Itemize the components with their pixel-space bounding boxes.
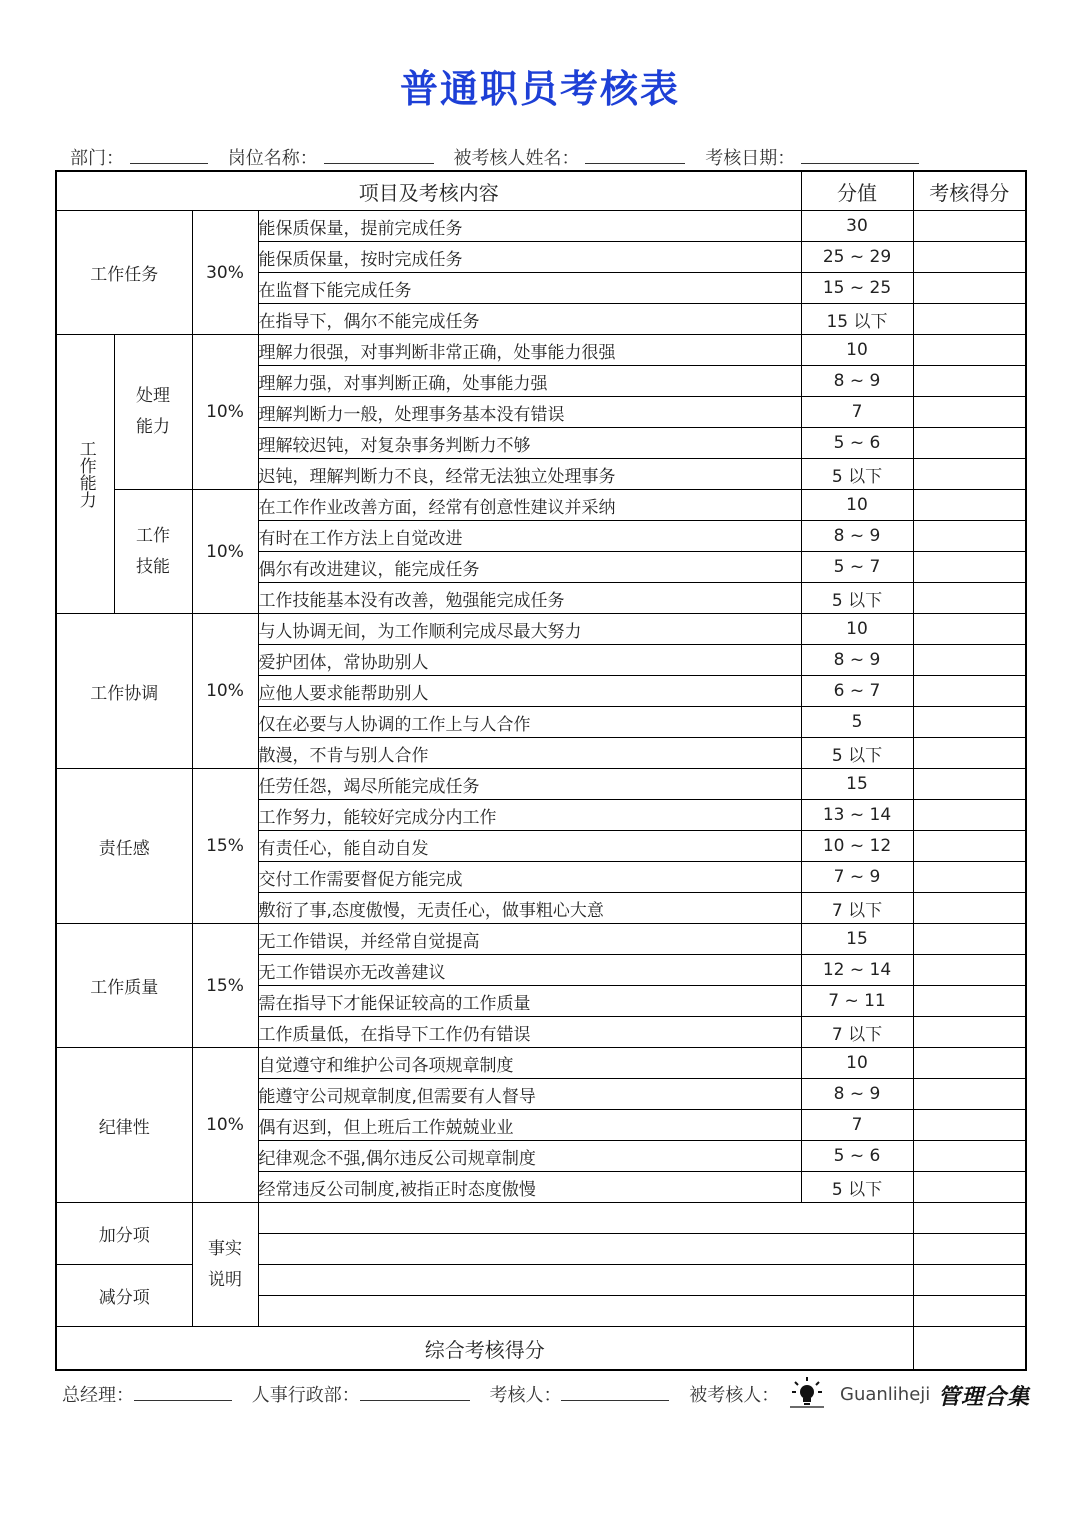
score-cell: 30 (801, 211, 913, 242)
criteria-cell: 工作技能基本没有改善，勉强能完成任务 (258, 583, 801, 614)
result-input-cell[interactable] (913, 552, 1026, 583)
category-cell: 工作协调 (56, 614, 192, 769)
manager-signature-field[interactable] (134, 1384, 232, 1401)
category-cell-vertical: 工作能力 (56, 335, 114, 614)
score-cell: 5 以下 (801, 459, 913, 490)
criteria-cell: 自觉遵守和维护公司各项规章制度 (258, 1048, 801, 1079)
assessor-label: 考核人： (489, 1385, 562, 1406)
assessee-label: 被考核人： (689, 1385, 780, 1406)
criteria-cell: 工作努力，能较好完成分内工作 (258, 800, 801, 831)
category-cell: 工作质量 (56, 924, 192, 1048)
criteria-cell: 应他人要求能帮助别人 (258, 676, 801, 707)
score-cell: 5 ~ 6 (801, 1141, 913, 1172)
fact-explanation-label (192, 1203, 258, 1327)
result-input-cell[interactable] (913, 738, 1026, 769)
fact-score-cell[interactable] (913, 1234, 1026, 1265)
weight-cell: 10% (192, 335, 258, 490)
score-cell: 8 ~ 9 (801, 521, 913, 552)
criteria-cell: 纪律观念不强,偶尔违反公司规章制度 (258, 1141, 801, 1172)
brand-cn: 管理合集 (938, 1385, 1031, 1410)
score-cell: 12 ~ 14 (801, 955, 913, 986)
department-field[interactable] (130, 147, 208, 164)
employee-name-field[interactable] (585, 147, 685, 164)
result-input-cell[interactable] (913, 955, 1026, 986)
result-input-cell[interactable] (913, 1017, 1026, 1048)
criteria-cell: 与人协调无间，为工作顺利完成尽最大努力 (258, 614, 801, 645)
header-item: 项目及考核内容 (56, 171, 801, 211)
criteria-cell: 偶尔有改进建议，能完成任务 (258, 552, 801, 583)
department-label: 部门： (70, 148, 124, 169)
score-cell: 13 ~ 14 (801, 800, 913, 831)
table-row (56, 614, 1026, 645)
deduction-label: 减分项 (56, 1265, 192, 1327)
criteria-cell: 经常违反公司制度,被指正时态度傲慢 (258, 1172, 801, 1203)
table-row (56, 490, 1026, 521)
fact-input-cell[interactable] (258, 1296, 913, 1327)
score-cell: 7 (801, 397, 913, 428)
table-row (56, 335, 1026, 366)
category-cell: 责任感 (56, 769, 192, 924)
lightbulb-icon (790, 1376, 824, 1414)
page-title: 普通职员考核表 (399, 67, 680, 111)
result-input-cell[interactable] (913, 924, 1026, 955)
weight-cell: 10% (192, 614, 258, 769)
result-input-cell[interactable] (913, 986, 1026, 1017)
assessment-table (55, 170, 1027, 1371)
score-cell: 10 (801, 335, 913, 366)
cell-text-line: 技能 (136, 556, 170, 577)
criteria-cell: 迟钝，理解判断力不良，经常无法独立处理事务 (258, 459, 801, 490)
info-line (70, 144, 933, 170)
criteria-cell: 有时在工作方法上自觉改进 (258, 521, 801, 552)
cell-text-line: 工作 (136, 525, 170, 546)
result-input-cell[interactable] (913, 1110, 1026, 1141)
score-cell: 5 ~ 6 (801, 428, 913, 459)
criteria-cell: 在工作作业改善方面，经常有创意性建议并采纳 (258, 490, 801, 521)
score-cell: 15 (801, 769, 913, 800)
score-cell: 5 以下 (801, 583, 913, 614)
assessor-signature-field[interactable] (561, 1384, 669, 1401)
table-row (56, 211, 1026, 242)
criteria-cell: 任劳任怨，竭尽所能完成任务 (258, 769, 801, 800)
table-row (56, 171, 1026, 211)
criteria-cell: 有责任心，能自动自发 (258, 831, 801, 862)
result-input-cell[interactable] (913, 211, 1026, 242)
result-input-cell[interactable] (913, 1172, 1026, 1203)
score-cell: 10 (801, 614, 913, 645)
result-input-cell[interactable] (913, 428, 1026, 459)
score-cell: 8 ~ 9 (801, 1079, 913, 1110)
cell-text-line: 处理 (136, 386, 170, 406)
criteria-cell: 理解力强，对事判断正确，处事能力强 (258, 366, 801, 397)
score-cell: 5 (801, 707, 913, 738)
fact-input-cell[interactable] (258, 1234, 913, 1265)
header-result: 考核得分 (913, 171, 1026, 211)
date-field[interactable] (801, 147, 919, 164)
fact-input-cell[interactable] (258, 1203, 913, 1234)
criteria-cell: 仅在必要与人协调的工作上与人合作 (258, 707, 801, 738)
cell-text-line: 事实 (208, 1238, 242, 1259)
result-input-cell[interactable] (913, 800, 1026, 831)
score-cell: 7 以下 (801, 1017, 913, 1048)
result-input-cell[interactable] (913, 304, 1026, 335)
category-cell: 工作任务 (56, 211, 192, 335)
table-row (56, 924, 1026, 955)
result-input-cell[interactable] (913, 1141, 1026, 1172)
bonus-label: 加分项 (56, 1203, 192, 1265)
date-label: 考核日期： (705, 148, 796, 169)
criteria-cell: 在指导下，偶尔不能完成任务 (258, 304, 801, 335)
result-input-cell[interactable] (913, 862, 1026, 893)
criteria-cell: 交付工作需要督促方能完成 (258, 862, 801, 893)
fact-score-cell[interactable] (913, 1265, 1026, 1296)
score-cell: 7 ~ 9 (801, 862, 913, 893)
criteria-cell: 敷衍了事,态度傲慢，无责任心，做事粗心大意 (258, 893, 801, 924)
fact-score-cell[interactable] (913, 1296, 1026, 1327)
brand-en: Guanliheji (840, 1384, 931, 1405)
score-cell: 10 (801, 490, 913, 521)
result-input-cell[interactable] (913, 831, 1026, 862)
score-cell: 7 以下 (801, 893, 913, 924)
result-input-cell[interactable] (913, 521, 1026, 552)
score-cell: 8 ~ 9 (801, 645, 913, 676)
score-cell: 6 ~ 7 (801, 676, 913, 707)
result-input-cell[interactable] (913, 335, 1026, 366)
weight-cell: 15% (192, 924, 258, 1048)
hr-label: 人事行政部： (251, 1385, 360, 1406)
result-input-cell[interactable] (913, 366, 1026, 397)
table-row (56, 769, 1026, 800)
score-cell: 10 (801, 1048, 913, 1079)
score-cell: 15 (801, 924, 913, 955)
position-field[interactable] (324, 147, 434, 164)
fact-score-cell[interactable] (913, 1203, 1026, 1234)
result-input-cell[interactable] (913, 242, 1026, 273)
result-input-cell[interactable] (913, 397, 1026, 428)
result-input-cell[interactable] (913, 645, 1026, 676)
total-score-label: 综合考核得分 (56, 1327, 913, 1371)
total-score-cell[interactable] (913, 1327, 1026, 1371)
cell-text-line: 说明 (208, 1269, 242, 1290)
manager-label: 总经理： (62, 1385, 134, 1406)
score-cell: 10 ~ 12 (801, 831, 913, 862)
signature-line (62, 1381, 779, 1407)
table-row (56, 1048, 1026, 1079)
criteria-cell: 理解判断力一般，处理事务基本没有错误 (258, 397, 801, 428)
criteria-cell: 能保质保量，提前完成任务 (258, 211, 801, 242)
subcategory-cell (114, 490, 192, 614)
criteria-cell: 需在指导下才能保证较高的工作质量 (258, 986, 801, 1017)
criteria-cell: 能遵守公司规章制度,但需要有人督导 (258, 1079, 801, 1110)
weight-cell: 30% (192, 211, 258, 335)
category-cell: 纪律性 (56, 1048, 192, 1203)
result-input-cell[interactable] (913, 769, 1026, 800)
criteria-cell: 在监督下能完成任务 (258, 273, 801, 304)
criteria-cell: 理解力很强，对事判断非常正确，处事能力很强 (258, 335, 801, 366)
criteria-cell: 理解较迟钝，对复杂事务判断力不够 (258, 428, 801, 459)
result-input-cell[interactable] (913, 614, 1026, 645)
criteria-cell: 散漫，不肯与别人合作 (258, 738, 801, 769)
result-input-cell[interactable] (913, 583, 1026, 614)
fact-input-cell[interactable] (258, 1265, 913, 1296)
result-input-cell[interactable] (913, 676, 1026, 707)
result-input-cell[interactable] (913, 1079, 1026, 1110)
weight-cell: 10% (192, 490, 258, 614)
result-input-cell[interactable] (913, 1048, 1026, 1079)
result-input-cell[interactable] (913, 490, 1026, 521)
score-cell: 7 ~ 11 (801, 986, 913, 1017)
position-label: 岗位名称： (227, 148, 318, 169)
score-cell: 5 以下 (801, 1172, 913, 1203)
score-cell: 8 ~ 9 (801, 366, 913, 397)
table-row (56, 1327, 1026, 1371)
score-cell: 7 (801, 1110, 913, 1141)
score-cell: 15 ~ 25 (801, 273, 913, 304)
criteria-cell: 工作质量低，在指导下工作仍有错误 (258, 1017, 801, 1048)
score-cell: 5 ~ 7 (801, 552, 913, 583)
score-cell: 15 以下 (801, 304, 913, 335)
employee-label: 被考核人姓名： (453, 148, 580, 169)
score-cell: 25 ~ 29 (801, 242, 913, 273)
weight-cell: 15% (192, 769, 258, 924)
criteria-cell: 能保质保量，按时完成任务 (258, 242, 801, 273)
result-input-cell[interactable] (913, 459, 1026, 490)
criteria-cell: 无工作错误，并经常自觉提高 (258, 924, 801, 955)
result-input-cell[interactable] (913, 893, 1026, 924)
criteria-cell: 爱护团体，常协助别人 (258, 645, 801, 676)
header-score: 分值 (801, 171, 913, 211)
table-row (56, 1203, 1026, 1234)
result-input-cell[interactable] (913, 273, 1026, 304)
result-input-cell[interactable] (913, 707, 1026, 738)
weight-cell: 10% (192, 1048, 258, 1203)
score-cell: 5 以下 (801, 738, 913, 769)
criteria-cell: 偶有迟到，但上班后工作兢兢业业 (258, 1110, 801, 1141)
subcategory-cell (114, 335, 192, 490)
hr-signature-field[interactable] (360, 1384, 470, 1401)
criteria-cell: 无工作错误亦无改善建议 (258, 955, 801, 986)
cell-text-line: 能力 (136, 417, 170, 437)
